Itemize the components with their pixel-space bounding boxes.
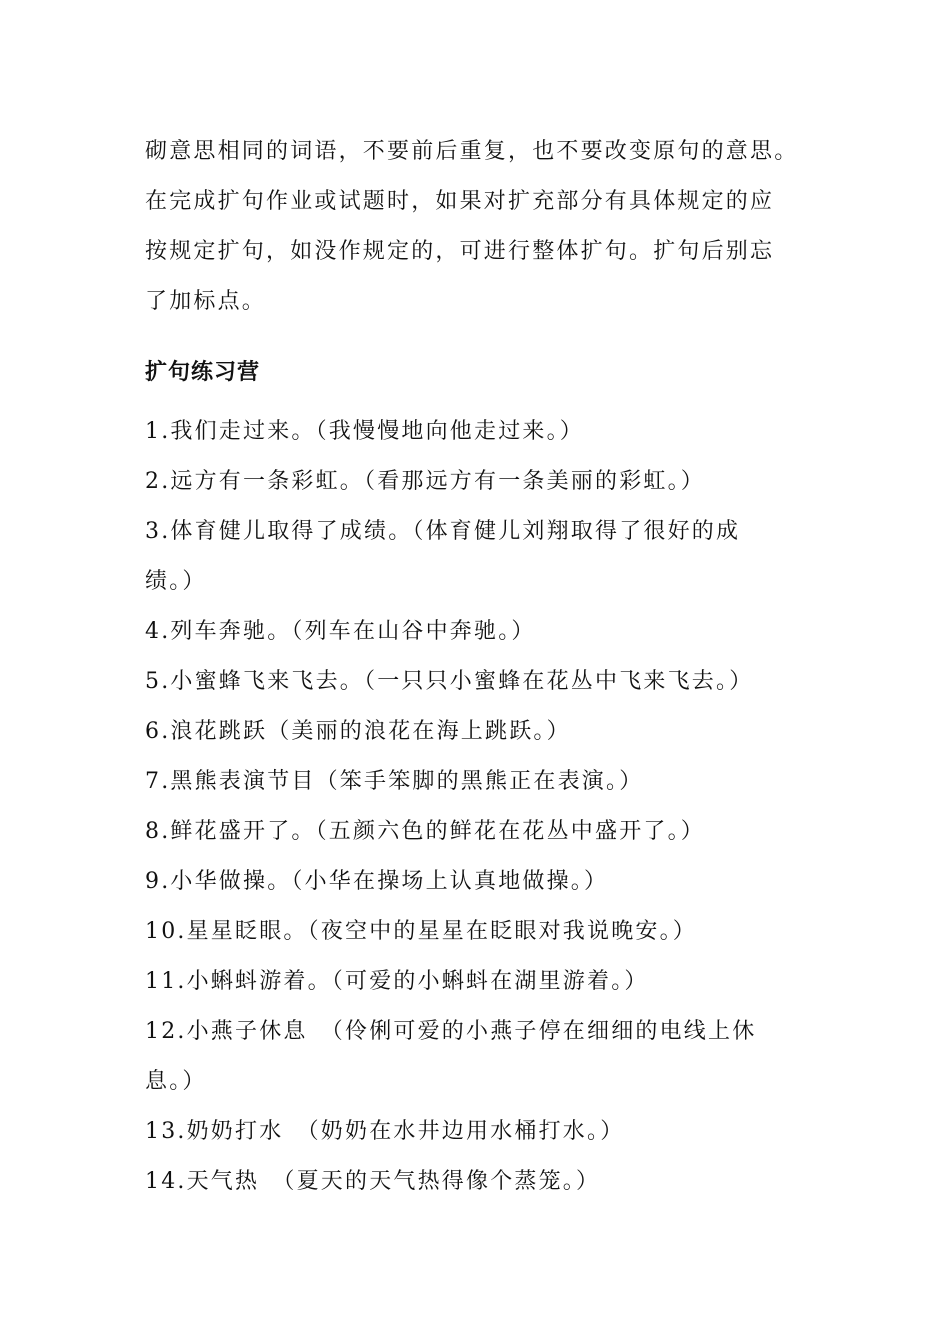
exercise-line: 息。） [145, 1069, 207, 1094]
intro-paragraph [145, 132, 835, 332]
exercise-line: 2.远方有一条彩虹。（看那远方有一条美丽的彩虹。） [145, 469, 705, 494]
exercise-line: 10.星星眨眼。（夜空中的星星在眨眼对我说晚安。） [145, 919, 697, 944]
intro-line: 按规定扩句，如没作规定的，可进行整体扩句。扩句后别忘 [145, 239, 775, 264]
exercise-line: 1.我们走过来。（我慢慢地向他走过来。） [145, 419, 584, 444]
intro-line: 在完成扩句作业或试题时，如果对扩充部分有具体规定的应 [145, 189, 775, 214]
exercise-line: 5.小蜜蜂飞来飞去。（一只只小蜜蜂在花丛中飞来飞去。） [145, 669, 754, 694]
exercise-line: 6.浪花跳跃（美丽的浪花在海上跳跃。） [145, 719, 571, 744]
exercise-line: 3.体育健儿取得了成绩。（体育健儿刘翔取得了很好的成 [145, 519, 741, 544]
exercise-list [145, 412, 835, 1212]
intro-line: 了加标点。 [145, 289, 267, 314]
exercise-line: 4.列车奔驰。（列车在山谷中奔驰。） [145, 619, 536, 644]
exercise-line: 8.鲜花盛开了。（五颜六色的鲜花在花丛中盛开了。） [145, 819, 705, 844]
exercise-line: 12.小燕子休息 （伶俐可爱的小燕子停在细细的电线上休 [145, 1019, 757, 1044]
exercise-line: 绩。） [145, 569, 207, 594]
exercise-line: 14.天气热 （夏天的天气热得像个蒸笼。） [145, 1169, 601, 1194]
intro-line: 砌意思相同的词语，不要前后重复，也不要改变原句的意思。 [145, 139, 799, 164]
exercise-line: 7.黑熊表演节目（笨手笨脚的黑熊正在表演。） [145, 769, 644, 794]
section-heading: 扩句练习营 [145, 359, 261, 385]
exercise-line: 11.小蝌蚪游着。（可爱的小蝌蚪在湖里游着。） [145, 969, 649, 994]
exercise-line: 13.奶奶打水 （奶奶在水井边用水桶打水。） [145, 1119, 625, 1144]
document-page [145, 132, 835, 1212]
exercise-line: 9.小华做操。（小华在操场上认真地做操。） [145, 869, 609, 894]
